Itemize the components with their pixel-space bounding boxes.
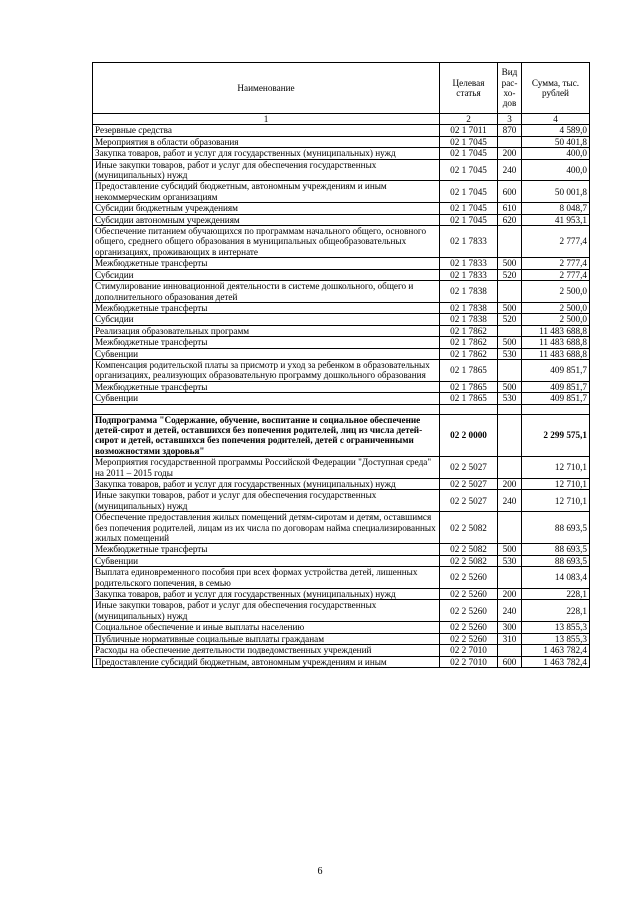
row-name-cell: Иные закупки товаров, работ и услуг для обеспечения государственных (муниципальных) нужд <box>93 600 440 622</box>
column-number: 1 <box>93 114 440 125</box>
header-target-article: Целевая статья <box>440 63 498 114</box>
row-expense-type-cell <box>498 512 522 544</box>
row-target-article-cell: 02 1 7862 <box>440 325 498 336</box>
table-row <box>93 159 590 181</box>
row-target-article-cell <box>440 404 498 414</box>
table-row <box>93 359 590 381</box>
row-name-cell: Предоставление субсидий бюджетным, автономным учреждениям и иным некоммерческим организациям <box>93 181 440 203</box>
row-target-article-cell: 02 2 5260 <box>440 633 498 644</box>
column-number: 2 <box>440 114 498 125</box>
row-target-article-cell: 02 1 7045 <box>440 181 498 203</box>
page-number: 6 <box>317 866 323 877</box>
row-sum-cell: 88 693,5 <box>522 544 590 555</box>
table-row <box>93 479 590 490</box>
row-name-cell: Субсидии <box>93 269 440 280</box>
row-sum-cell: 11 483 688,8 <box>522 348 590 359</box>
row-expense-type-cell: 620 <box>498 214 522 225</box>
row-name-cell: Подпрограмма "Содержание, обучение, воспитание и социальное обеспечение детей-сирот и детей, оставшихся без попечения родителей, лиц из числа детей-сирот и детей, оставшихся без попечения родителей, детей с ограниченными возможностями здоровья" <box>93 414 440 457</box>
row-name-cell: Закупка товаров, работ и услуг для государственных (муниципальных) нужд <box>93 479 440 490</box>
row-sum-cell: 11 483 688,8 <box>522 337 590 348</box>
row-expense-type-cell: 530 <box>498 555 522 566</box>
table-row <box>93 269 590 280</box>
table-row <box>93 457 590 479</box>
header-sum: Сумма, тыс. рублей <box>522 63 590 114</box>
row-expense-type-cell: 520 <box>498 269 522 280</box>
row-sum-cell: 50 001,8 <box>522 181 590 203</box>
row-sum-cell: 88 693,5 <box>522 555 590 566</box>
row-sum-cell: 2 500,0 <box>522 314 590 325</box>
row-name-cell: Обеспечение питанием обучающихся по программам начального общего, основного общего, среднего общего образования в муниципальных общеобразовательных организациях, проживающих в интернате <box>93 226 440 258</box>
row-name-cell: Предоставление субсидий бюджетным, автономным учреждениям и иным <box>93 656 440 667</box>
column-number: 3 <box>498 114 522 125</box>
row-expense-type-cell: 530 <box>498 348 522 359</box>
row-sum-cell: 1 463 782,4 <box>522 656 590 667</box>
row-expense-type-cell: 200 <box>498 148 522 159</box>
row-name-cell: Иные закупки товаров, работ и услуг для обеспечения государственных (муниципальных) нужд <box>93 159 440 181</box>
row-target-article-cell: 02 2 7010 <box>440 645 498 656</box>
table-row <box>93 645 590 656</box>
table-row <box>93 589 590 600</box>
row-target-article-cell: 02 1 7011 <box>440 125 498 136</box>
row-target-article-cell: 02 1 7838 <box>440 281 498 303</box>
row-name-cell: Иные закупки товаров, работ и услуг для обеспечения государственных (муниципальных) нужд <box>93 490 440 512</box>
table-row <box>93 656 590 667</box>
row-name-cell: Субсидии автономным учреждениям <box>93 214 440 225</box>
row-target-article-cell: 02 2 5027 <box>440 457 498 479</box>
row-name-cell: Выплата единовременного пособия при всех формах устройства детей, лишенных родительского попечения, в семью <box>93 567 440 589</box>
table-row <box>93 148 590 159</box>
table-row <box>93 622 590 633</box>
row-sum-cell: 2 777,4 <box>522 226 590 258</box>
row-target-article-cell: 02 1 7833 <box>440 258 498 269</box>
row-expense-type-cell: 200 <box>498 479 522 490</box>
table-row <box>93 490 590 512</box>
row-expense-type-cell: 500 <box>498 544 522 555</box>
row-name-cell: Социальное обеспечение и иные выплаты населению <box>93 622 440 633</box>
budget-table <box>92 62 590 668</box>
row-target-article-cell: 02 2 5260 <box>440 589 498 600</box>
row-expense-type-cell: 240 <box>498 600 522 622</box>
table-header-row <box>93 63 590 114</box>
row-name-cell: Мероприятия в области образования <box>93 136 440 147</box>
table-row <box>93 348 590 359</box>
row-name-cell: Мероприятия государственной программы Российской Федерации "Доступная среда" на 2011 – 2015 годы <box>93 457 440 479</box>
row-expense-type-cell <box>498 404 522 414</box>
row-sum-cell: 2 500,0 <box>522 281 590 303</box>
table-row <box>93 181 590 203</box>
row-sum-cell: 50 401,8 <box>522 136 590 147</box>
row-sum-cell: 228,1 <box>522 600 590 622</box>
row-name-cell: Закупка товаров, работ и услуг для государственных (муниципальных) нужд <box>93 148 440 159</box>
table-row <box>93 600 590 622</box>
row-expense-type-cell: 870 <box>498 125 522 136</box>
row-expense-type-cell: 530 <box>498 393 522 404</box>
row-sum-cell: 13 855,3 <box>522 622 590 633</box>
row-target-article-cell: 02 1 7865 <box>440 393 498 404</box>
table-row <box>93 136 590 147</box>
row-sum-cell: 2 777,4 <box>522 269 590 280</box>
row-expense-type-cell <box>498 281 522 303</box>
row-name-cell: Межбюджетные трансферты <box>93 381 440 392</box>
row-name-cell: Межбюджетные трансферты <box>93 337 440 348</box>
row-expense-type-cell: 600 <box>498 656 522 667</box>
row-sum-cell: 11 483 688,8 <box>522 325 590 336</box>
row-target-article-cell: 02 1 7045 <box>440 203 498 214</box>
header-name: Наименование <box>93 63 440 114</box>
table-row <box>93 393 590 404</box>
table-row <box>93 258 590 269</box>
row-name-cell: Публичные нормативные социальные выплаты гражданам <box>93 633 440 644</box>
row-name-cell: Резервные средства <box>93 125 440 136</box>
row-target-article-cell: 02 1 7838 <box>440 314 498 325</box>
table-row <box>93 381 590 392</box>
row-expense-type-cell <box>498 359 522 381</box>
row-target-article-cell: 02 1 7865 <box>440 381 498 392</box>
table-row <box>93 512 590 544</box>
column-number: 4 <box>522 114 590 125</box>
row-name-cell: Субсидии бюджетным учреждениям <box>93 203 440 214</box>
row-target-article-cell: 02 2 5260 <box>440 622 498 633</box>
row-expense-type-cell: 500 <box>498 381 522 392</box>
table-row <box>93 214 590 225</box>
row-target-article-cell: 02 1 7833 <box>440 226 498 258</box>
table-row <box>93 633 590 644</box>
row-name-cell <box>93 404 440 414</box>
row-name-cell: Компенсация родительской платы за присмотр и уход за ребенком в образовательных организациях, реализующих образовательную программу дошкольного образования <box>93 359 440 381</box>
row-expense-type-cell <box>498 136 522 147</box>
row-sum-cell: 2 500,0 <box>522 302 590 313</box>
row-expense-type-cell: 500 <box>498 258 522 269</box>
row-expense-type-cell <box>498 226 522 258</box>
row-name-cell: Обеспечение предоставления жилых помещений детям-сиротам и детям, оставшимся без попечения родителей, лицам из их числа по договорам найма специализированных жилых помещений <box>93 512 440 544</box>
row-expense-type-cell <box>498 645 522 656</box>
row-target-article-cell: 02 1 7045 <box>440 159 498 181</box>
table-row <box>93 314 590 325</box>
row-sum-cell: 409 851,7 <box>522 381 590 392</box>
row-sum-cell: 13 855,3 <box>522 633 590 644</box>
row-expense-type-cell <box>498 457 522 479</box>
row-sum-cell: 409 851,7 <box>522 393 590 404</box>
row-target-article-cell: 02 1 7862 <box>440 337 498 348</box>
row-sum-cell: 12 710,1 <box>522 457 590 479</box>
table-row <box>93 337 590 348</box>
row-target-article-cell: 02 1 7045 <box>440 148 498 159</box>
row-target-article-cell: 02 1 7045 <box>440 136 498 147</box>
table-row <box>93 325 590 336</box>
table-row <box>93 203 590 214</box>
row-target-article-cell: 02 2 5260 <box>440 567 498 589</box>
row-expense-type-cell: 240 <box>498 159 522 181</box>
row-expense-type-cell <box>498 325 522 336</box>
row-name-cell: Субвенции <box>93 393 440 404</box>
row-expense-type-cell: 600 <box>498 181 522 203</box>
row-target-article-cell: 02 2 7010 <box>440 656 498 667</box>
row-target-article-cell: 02 1 7833 <box>440 269 498 280</box>
row-expense-type-cell: 610 <box>498 203 522 214</box>
table-row <box>93 555 590 566</box>
row-sum-cell: 409 851,7 <box>522 359 590 381</box>
table-row <box>93 125 590 136</box>
row-name-cell: Межбюджетные трансферты <box>93 544 440 555</box>
table-row <box>93 302 590 313</box>
row-target-article-cell: 02 1 7865 <box>440 359 498 381</box>
row-target-article-cell: 02 2 5082 <box>440 512 498 544</box>
row-sum-cell: 2 299 575,1 <box>522 414 590 457</box>
row-name-cell: Субсидии <box>93 314 440 325</box>
row-target-article-cell: 02 1 7045 <box>440 214 498 225</box>
row-target-article-cell: 02 2 5027 <box>440 490 498 512</box>
row-sum-cell: 2 777,4 <box>522 258 590 269</box>
row-target-article-cell: 02 2 5082 <box>440 555 498 566</box>
row-name-cell: Закупка товаров, работ и услуг для государственных (муниципальных) нужд <box>93 589 440 600</box>
row-expense-type-cell <box>498 414 522 457</box>
row-expense-type-cell <box>498 567 522 589</box>
row-expense-type-cell: 520 <box>498 314 522 325</box>
row-expense-type-cell: 240 <box>498 490 522 512</box>
row-sum-cell: 400,0 <box>522 148 590 159</box>
table-row <box>93 281 590 303</box>
row-sum-cell: 88 693,5 <box>522 512 590 544</box>
row-sum-cell: 14 083,4 <box>522 567 590 589</box>
row-name-cell: Межбюджетные трансферты <box>93 302 440 313</box>
row-name-cell: Субвенции <box>93 555 440 566</box>
row-sum-cell: 12 710,1 <box>522 490 590 512</box>
row-name-cell: Реализация образовательных программ <box>93 325 440 336</box>
column-number-row <box>93 114 590 125</box>
row-sum-cell: 12 710,1 <box>522 479 590 490</box>
header-expense-type: Вид рас-хо-дов <box>498 63 522 114</box>
table-row <box>93 567 590 589</box>
row-target-article-cell: 02 2 0000 <box>440 414 498 457</box>
table-row <box>93 544 590 555</box>
row-name-cell: Расходы на обеспечение деятельности подведомственных учреждений <box>93 645 440 656</box>
row-name-cell: Субвенции <box>93 348 440 359</box>
table-row <box>93 226 590 258</box>
row-sum-cell: 228,1 <box>522 589 590 600</box>
row-target-article-cell: 02 1 7838 <box>440 302 498 313</box>
row-target-article-cell: 02 1 7862 <box>440 348 498 359</box>
row-expense-type-cell: 500 <box>498 337 522 348</box>
row-expense-type-cell: 300 <box>498 622 522 633</box>
row-sum-cell: 41 953,1 <box>522 214 590 225</box>
row-sum-cell: 400,0 <box>522 159 590 181</box>
row-target-article-cell: 02 2 5260 <box>440 600 498 622</box>
row-name-cell: Стимулирование инновационной деятельности в системе дошкольного, общего и дополнительного образования детей <box>93 281 440 303</box>
table-row <box>93 414 590 457</box>
row-expense-type-cell: 200 <box>498 589 522 600</box>
row-sum-cell: 8 048,7 <box>522 203 590 214</box>
row-sum-cell: 1 463 782,4 <box>522 645 590 656</box>
table-row <box>93 404 590 414</box>
row-expense-type-cell: 500 <box>498 302 522 313</box>
row-sum-cell: 4 589,0 <box>522 125 590 136</box>
row-target-article-cell: 02 2 5027 <box>440 479 498 490</box>
row-name-cell: Межбюджетные трансферты <box>93 258 440 269</box>
row-target-article-cell: 02 2 5082 <box>440 544 498 555</box>
row-sum-cell <box>522 404 590 414</box>
row-expense-type-cell: 310 <box>498 633 522 644</box>
